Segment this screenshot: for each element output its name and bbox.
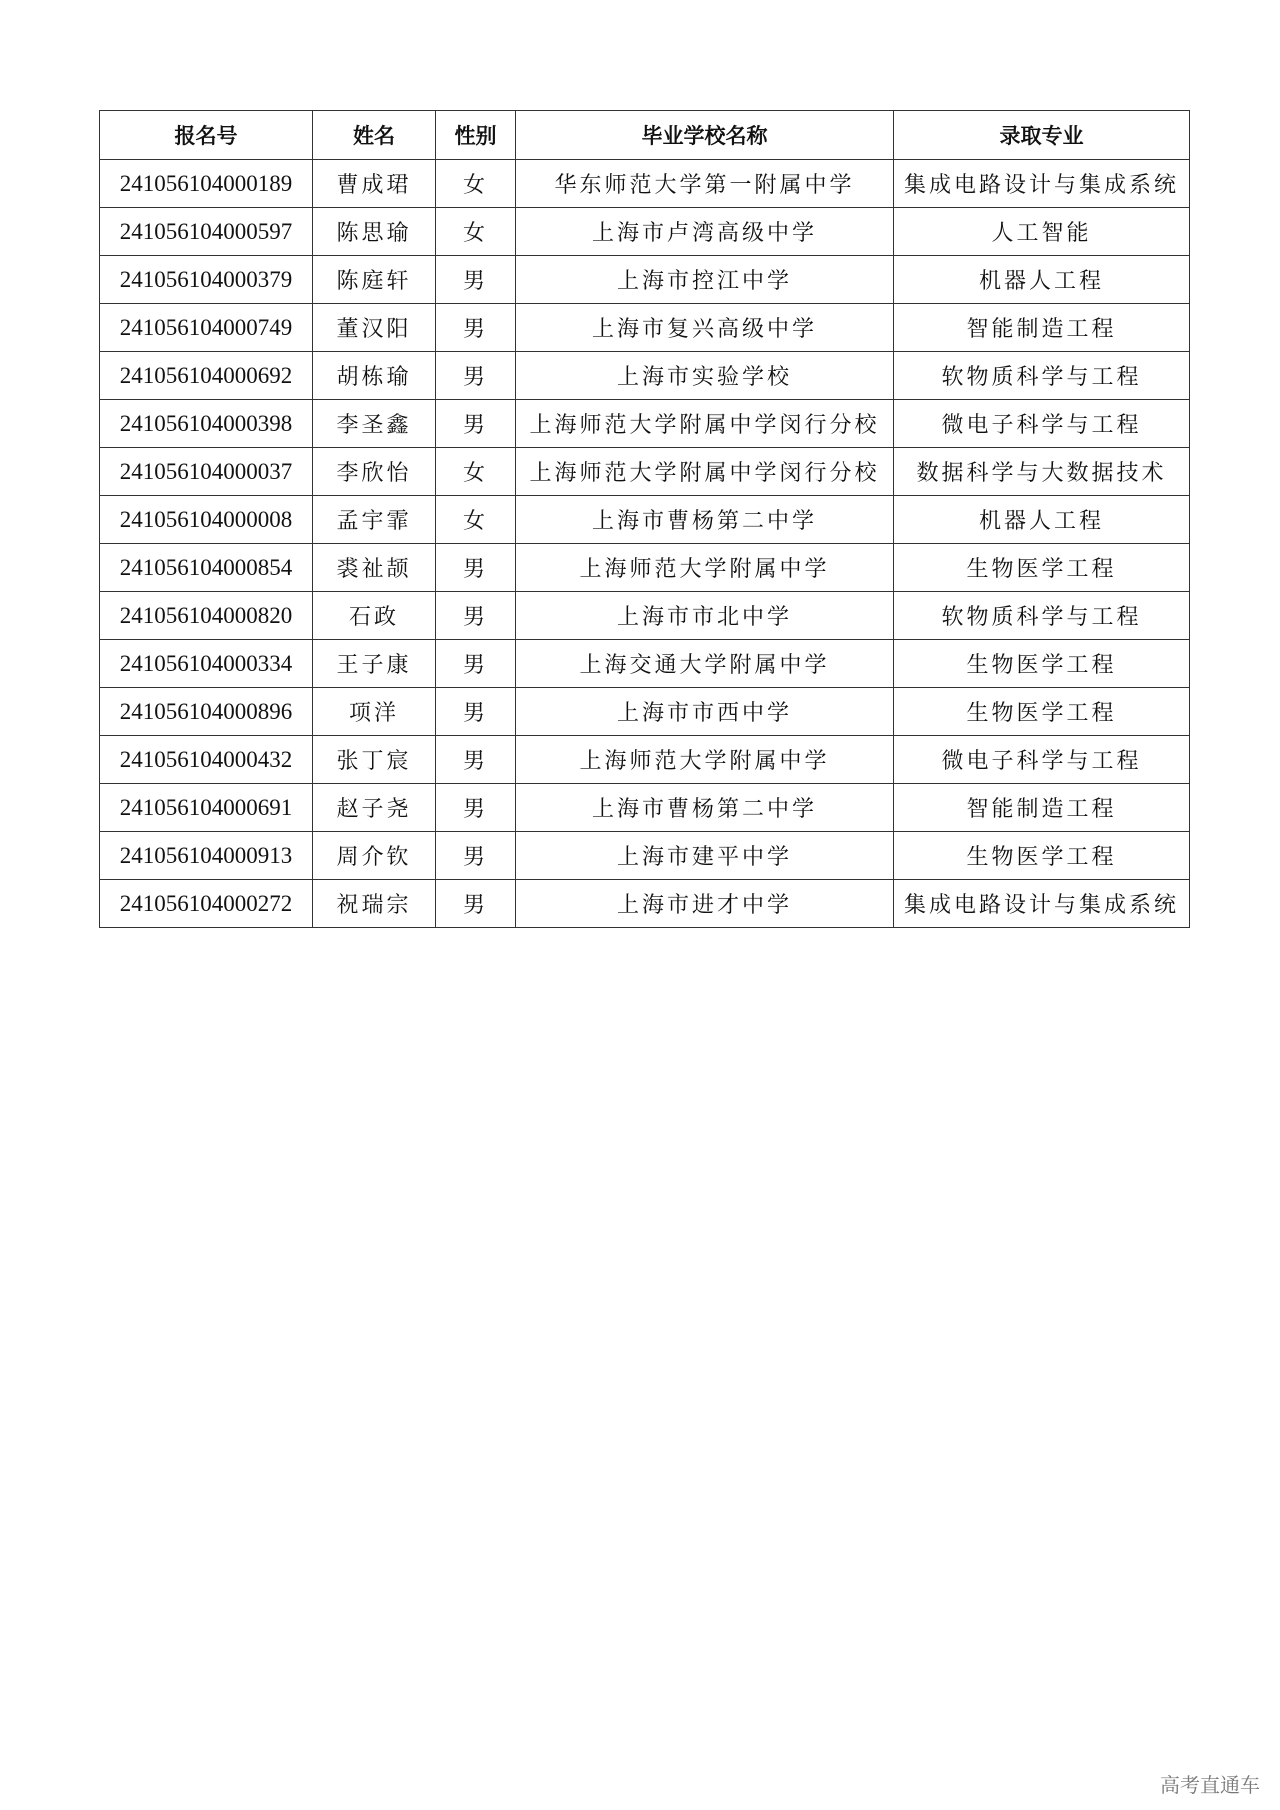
cell-major: 生物医学工程 — [894, 688, 1190, 736]
cell-major: 人工智能 — [894, 208, 1190, 256]
cell-school: 上海交通大学附属中学 — [516, 640, 894, 688]
cell-id: 241056104000379 — [100, 256, 313, 304]
table-row — [100, 640, 1190, 688]
table-row — [100, 736, 1190, 784]
cell-school: 上海师范大学附属中学闵行分校 — [516, 448, 894, 496]
cell-gender: 男 — [436, 304, 516, 352]
cell-gender: 女 — [436, 160, 516, 208]
cell-id: 241056104000037 — [100, 448, 313, 496]
cell-school: 上海市实验学校 — [516, 352, 894, 400]
cell-name: 张丁宸 — [313, 736, 436, 784]
table-row — [100, 400, 1190, 448]
cell-major: 集成电路设计与集成系统 — [894, 160, 1190, 208]
cell-major: 数据科学与大数据技术 — [894, 448, 1190, 496]
cell-id: 241056104000597 — [100, 208, 313, 256]
cell-gender: 男 — [436, 256, 516, 304]
cell-id: 241056104000749 — [100, 304, 313, 352]
cell-name: 孟宇霏 — [313, 496, 436, 544]
cell-id: 241056104000896 — [100, 688, 313, 736]
cell-name: 祝瑞宗 — [313, 880, 436, 928]
cell-gender: 男 — [436, 688, 516, 736]
cell-school: 上海市市西中学 — [516, 688, 894, 736]
cell-id: 241056104000854 — [100, 544, 313, 592]
table-row — [100, 448, 1190, 496]
table-row — [100, 784, 1190, 832]
cell-school: 华东师范大学第一附属中学 — [516, 160, 894, 208]
cell-school: 上海市卢湾高级中学 — [516, 208, 894, 256]
admission-table — [99, 110, 1190, 928]
cell-gender: 男 — [436, 544, 516, 592]
cell-gender: 女 — [436, 496, 516, 544]
cell-gender: 男 — [436, 736, 516, 784]
table-row — [100, 304, 1190, 352]
cell-gender: 男 — [436, 880, 516, 928]
cell-gender: 男 — [436, 784, 516, 832]
cell-id: 241056104000189 — [100, 160, 313, 208]
cell-school: 上海市进才中学 — [516, 880, 894, 928]
cell-gender: 男 — [436, 400, 516, 448]
table-row — [100, 256, 1190, 304]
cell-name: 曹成珺 — [313, 160, 436, 208]
cell-name: 王子康 — [313, 640, 436, 688]
table-row — [100, 352, 1190, 400]
cell-name: 陈庭轩 — [313, 256, 436, 304]
table-row — [100, 496, 1190, 544]
header-school: 毕业学校名称 — [516, 111, 894, 160]
cell-major: 软物质科学与工程 — [894, 352, 1190, 400]
cell-name: 裘祉颉 — [313, 544, 436, 592]
cell-id: 241056104000691 — [100, 784, 313, 832]
table-row — [100, 544, 1190, 592]
header-id: 报名号 — [100, 111, 313, 160]
cell-gender: 女 — [436, 448, 516, 496]
header-name: 姓名 — [313, 111, 436, 160]
cell-gender: 女 — [436, 208, 516, 256]
cell-gender: 男 — [436, 640, 516, 688]
cell-major: 生物医学工程 — [894, 832, 1190, 880]
cell-school: 上海市曹杨第二中学 — [516, 496, 894, 544]
cell-school: 上海师范大学附属中学闵行分校 — [516, 400, 894, 448]
watermark: 高考直通车 — [1160, 1773, 1260, 1797]
cell-school: 上海市建平中学 — [516, 832, 894, 880]
cell-name: 胡栋瑜 — [313, 352, 436, 400]
cell-school: 上海市市北中学 — [516, 592, 894, 640]
cell-gender: 男 — [436, 832, 516, 880]
cell-name: 李欣怡 — [313, 448, 436, 496]
cell-major: 软物质科学与工程 — [894, 592, 1190, 640]
header-gender: 性别 — [436, 111, 516, 160]
cell-id: 241056104000008 — [100, 496, 313, 544]
cell-name: 陈思瑜 — [313, 208, 436, 256]
cell-school: 上海师范大学附属中学 — [516, 544, 894, 592]
cell-gender: 男 — [436, 352, 516, 400]
cell-name: 董汉阳 — [313, 304, 436, 352]
cell-id: 241056104000334 — [100, 640, 313, 688]
cell-major: 生物医学工程 — [894, 544, 1190, 592]
cell-school: 上海市复兴高级中学 — [516, 304, 894, 352]
cell-name: 项洋 — [313, 688, 436, 736]
cell-major: 微电子科学与工程 — [894, 400, 1190, 448]
cell-major: 微电子科学与工程 — [894, 736, 1190, 784]
table-row — [100, 208, 1190, 256]
cell-name: 石政 — [313, 592, 436, 640]
cell-major: 智能制造工程 — [894, 304, 1190, 352]
cell-school: 上海市曹杨第二中学 — [516, 784, 894, 832]
cell-id: 241056104000692 — [100, 352, 313, 400]
cell-major: 集成电路设计与集成系统 — [894, 880, 1190, 928]
table-row — [100, 688, 1190, 736]
cell-gender: 男 — [436, 592, 516, 640]
cell-id: 241056104000432 — [100, 736, 313, 784]
cell-name: 李圣鑫 — [313, 400, 436, 448]
header-major: 录取专业 — [894, 111, 1190, 160]
table-row — [100, 832, 1190, 880]
cell-major: 生物医学工程 — [894, 640, 1190, 688]
cell-school: 上海市控江中学 — [516, 256, 894, 304]
cell-id: 241056104000913 — [100, 832, 313, 880]
cell-name: 周介钦 — [313, 832, 436, 880]
cell-major: 智能制造工程 — [894, 784, 1190, 832]
table-header-row — [100, 111, 1190, 160]
cell-id: 241056104000820 — [100, 592, 313, 640]
cell-major: 机器人工程 — [894, 256, 1190, 304]
cell-name: 赵子尧 — [313, 784, 436, 832]
cell-school: 上海师范大学附属中学 — [516, 736, 894, 784]
table-row — [100, 880, 1190, 928]
table-row — [100, 592, 1190, 640]
cell-id: 241056104000272 — [100, 880, 313, 928]
table-row — [100, 160, 1190, 208]
cell-major: 机器人工程 — [894, 496, 1190, 544]
cell-id: 241056104000398 — [100, 400, 313, 448]
